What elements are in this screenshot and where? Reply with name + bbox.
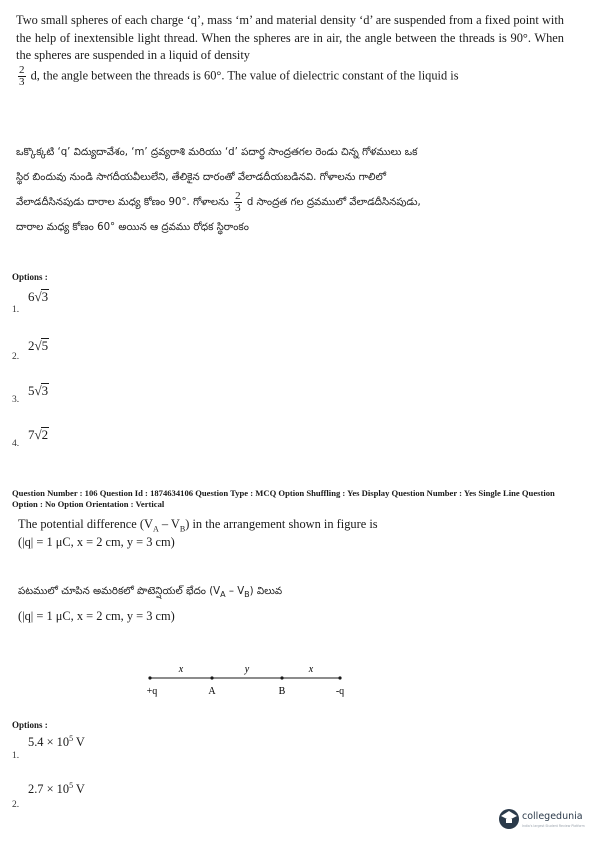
q1-telugu-line3-start: వేలాడదీసినపుడు దారాల మధ్య కోణం 90°. గోళాలను bbox=[16, 197, 229, 208]
charge-arrangement-figure bbox=[130, 658, 370, 708]
point-b-dot bbox=[280, 676, 283, 679]
q1-english-tail: d, the angle between the threads is 60°. The value of dielectric constant of the liquid is bbox=[30, 68, 459, 83]
q1-options-label: Options : bbox=[12, 272, 48, 282]
charge-left-dot bbox=[148, 676, 151, 679]
q2-telugu-mid: – V bbox=[225, 586, 245, 597]
q2-question-line bbox=[18, 515, 558, 533]
q2-option-1-number: 1. bbox=[12, 751, 20, 761]
q2-option-2[interactable] bbox=[28, 782, 85, 797]
q1-telugu-line: స్థిర బిందువు నుండి సాగదీయవీలులేని, తేలికైన దారంతో వేలాడదీయబడినవి. గోళాలను గాలిలో bbox=[16, 172, 387, 183]
sqrt-icon: √ bbox=[34, 338, 42, 353]
q1-telugu-line3-end: d సాంద్రత గల ద్రవములో వేలాడదీసినపుడు, bbox=[246, 197, 421, 208]
q2-condition: (|q| = 1 μC, x = 2 cm, y = 3 cm) bbox=[18, 535, 175, 549]
q1-english-text bbox=[16, 12, 564, 88]
q2-english-text bbox=[18, 515, 558, 551]
q1-telugu-line: దారాల మధ్య కోణం 60° అయిన ఆ ద్రవము రోధక స్థిరాంకం bbox=[16, 222, 249, 233]
q1-option-2[interactable] bbox=[28, 338, 49, 354]
q1-telugu-fraction bbox=[234, 191, 242, 214]
option-mantissa: 5.4 × 10 bbox=[28, 735, 70, 749]
option-coefficient: 7 bbox=[28, 427, 35, 442]
q1-option-1[interactable] bbox=[28, 289, 49, 305]
label-x-left: x bbox=[178, 664, 184, 675]
option-unit: V bbox=[73, 735, 85, 749]
subscript-a: A bbox=[220, 590, 226, 600]
label-point-a: A bbox=[208, 686, 216, 697]
option-radicand: 3 bbox=[41, 289, 49, 304]
q2-telugu-b: ) విలువ bbox=[249, 586, 283, 597]
q1-telugu-line: ఒక్కొక్కటి ‘q’ విద్యుదావేశం, ‘m’ ద్రవ్యరాశి మరియు ‘d’ పదార్థ సాంద్రతగల రెండు చిన్న గోళములు ఒక bbox=[16, 147, 418, 158]
label-y: y bbox=[244, 664, 250, 675]
charge-right-dot bbox=[338, 676, 341, 679]
option-radicand: 5 bbox=[41, 338, 49, 353]
logo-tagline: India's largest Student Review Platform bbox=[522, 824, 585, 828]
q2-telugu-condition: (|q| = 1 μC, x = 2 cm, y = 3 cm) bbox=[18, 609, 175, 623]
q2-text-mid: – V bbox=[158, 517, 180, 531]
fraction-numerator: 2 bbox=[235, 189, 241, 202]
q2-option-2-number: 2. bbox=[12, 800, 20, 810]
collegedunia-logo bbox=[497, 804, 593, 834]
fraction-denominator: 3 bbox=[19, 75, 25, 88]
label-x-right: x bbox=[308, 664, 314, 675]
fraction-numerator: 2 bbox=[19, 63, 25, 76]
option-radicand: 3 bbox=[41, 383, 49, 398]
option-exponent: 5 bbox=[69, 780, 74, 790]
option-coefficient: 6 bbox=[28, 289, 35, 304]
sqrt-icon: √ bbox=[34, 289, 42, 304]
q2-text-a: The potential difference (V bbox=[18, 517, 153, 531]
option-unit: V bbox=[73, 782, 85, 796]
label-minus-q: -q bbox=[335, 686, 345, 697]
q1-option-4-number: 4. bbox=[12, 439, 20, 449]
q1-option-3[interactable] bbox=[28, 383, 49, 399]
q2-telugu-a: పటములో చూపిన అమరికలో పొటెన్షియల్ భేదం (V bbox=[18, 586, 221, 597]
q2-options-label: Options : bbox=[12, 720, 48, 730]
fraction-denominator: 3 bbox=[235, 201, 241, 214]
option-coefficient: 2 bbox=[28, 338, 35, 353]
option-coefficient: 5 bbox=[28, 383, 35, 398]
logo-name: collegedunia bbox=[522, 811, 583, 822]
sqrt-icon: √ bbox=[34, 427, 42, 442]
subscript-a: A bbox=[152, 524, 159, 534]
q1-option-4[interactable] bbox=[28, 427, 49, 443]
q1-option-3-number: 3. bbox=[12, 395, 20, 405]
q1-english-body: Two small spheres of each charge ‘q’, mass ‘m’ and material density ‘d’ are suspended from a fixed point with the help of inextensible light thread. When the spheres are in air, the angle between the threads is 90°. When the spheres are suspended in a liquid of density bbox=[16, 13, 564, 63]
q1-option-1-number: 1. bbox=[12, 305, 20, 315]
q2-text-b: ) in the arrangement shown in figure is bbox=[185, 517, 378, 531]
option-radicand: 2 bbox=[41, 427, 49, 442]
collegedunia-logo-graphic bbox=[497, 804, 593, 834]
point-a-dot bbox=[210, 676, 213, 679]
option-mantissa: 2.7 × 10 bbox=[28, 782, 70, 796]
subscript-b: B bbox=[179, 524, 186, 534]
q1-telugu-line bbox=[16, 190, 564, 215]
q2-option-1[interactable] bbox=[28, 735, 85, 750]
subscript-b: B bbox=[244, 590, 250, 600]
option-exponent: 5 bbox=[69, 733, 74, 743]
q2-telugu-text bbox=[18, 582, 558, 602]
q1-option-2-number: 2. bbox=[12, 352, 20, 362]
q2-metadata: Question Number : 106 Question Id : 1874634106 Question Type : MCQ Option Shuffling : Yes Display Question Number : Yes Single Line Question Option : No Option Orientation : Vertical bbox=[12, 488, 555, 509]
q1-telugu-text bbox=[16, 140, 564, 240]
label-point-b: B bbox=[278, 686, 286, 697]
label-plus-q: +q bbox=[146, 686, 158, 697]
q1-density-fraction bbox=[18, 65, 26, 88]
sqrt-icon: √ bbox=[34, 383, 42, 398]
graduation-cap-base bbox=[506, 819, 512, 823]
